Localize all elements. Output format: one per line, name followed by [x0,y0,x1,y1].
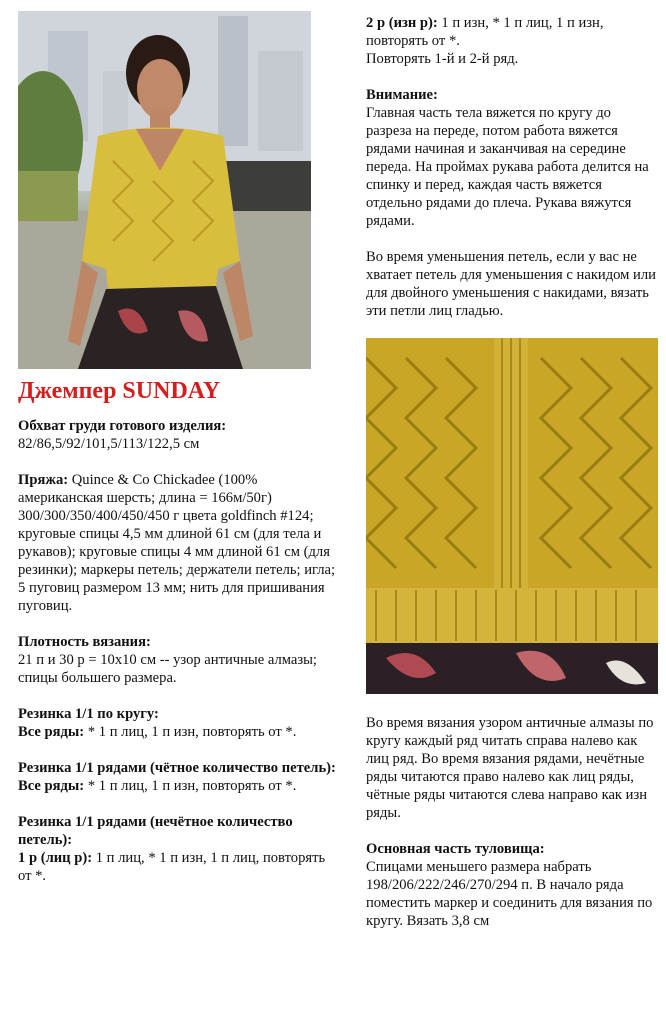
rib-round-label: Резинка 1/1 по кругу: [18,706,159,722]
repeat-text: Повторять 1-й и 2-й ряд. [366,51,519,67]
chest-section [18,417,340,453]
gauge-section [18,633,340,687]
yarn-label: Пряжа: [18,472,69,488]
rib-even-rows-text: * 1 п лиц, 1 п изн, повторять от *. [87,778,297,794]
pattern-section [366,714,658,822]
body-label: Основная часть туловища: [366,841,545,857]
attention-text: Главная часть тела вяжется по кругу до разреза на переде, потом работа вяжется рядами начиная и заканчивая на середине переда. На проймах рукава работа делится на спинку и перед, каждая часть вяжется отдельно рядами до плеча. Рукава вяжутся рядами. [366,105,649,229]
decrease-text: Во время уменьшения петель, если у вас не хватает петель для уменьшения с накидом или для двойного уменьшения с накидами, вязать эти петли лиц гладью. [366,249,656,319]
left-column [18,0,340,903]
yarn-text: Quince & Co Chickadee (100% американская шерсть; длина = 166м/50г) 300/300/350/400/450/450 г цвета goldfinch #124; круговые спицы 4,5 мм длиной 61 см (для тела и рукавов); круговые спицы 4 мм длиной 61 см (для резинки); маркеры петель; держатели петель; игла; 5 пуговиц размером 13 мм; нить для пришивания пуговиц. [18,472,336,614]
body-section [366,840,658,930]
chest-label: Обхват груди готового изделия: [18,418,227,434]
right-column [366,0,658,948]
rib-round-rows-text: * 1 п лиц, 1 п изн, повторять от *. [87,724,297,740]
rib-even-rows-label: Все ряды: [18,778,85,794]
decrease-section [366,248,658,320]
row2-text: 1 п изн, * 1 п лиц, 1 п изн, повторять от *. [366,15,604,49]
chest-value: 82/86,5/92/101,5/113/122,5 см [18,436,200,452]
body-text: Спицами меньшего размера набрать 198/206/222/246/270/294 п. В начало ряда поместить маркер и соединить для вязания по кругу. Вязать 3,8 см [366,859,653,929]
attention-section [366,86,658,230]
model-photo [18,11,311,369]
gauge-label: Плотность вязания: [18,634,151,650]
rib-odd-row1-text: 1 п лиц, * 1 п изн, 1 п лиц, повторять от *. [18,850,326,884]
rib-even-label: Резинка 1/1 рядами (чётное количество петель): [18,760,336,776]
gauge-text: 21 п и 30 р = 10х10 см -- узор античные алмазы; спицы большего размера. [18,652,317,686]
closeup-photo [366,338,658,694]
pattern-text: Во время вязания узором античные алмазы по кругу каждый ряд читать справа налево как лиц ряд. Во время вязания рядами, нечётные ряды читаются право налево как лиц ряды, чётные ряды читаются слева направо как изн ряды. [366,715,654,821]
rib-round-rows-label: Все ряды: [18,724,85,740]
closeup-photo-illustration [366,338,658,694]
rib-even-section [18,759,340,795]
rib-round-section [18,705,340,741]
rib-odd-section [18,813,340,885]
yarn-section [18,471,340,615]
rib-odd-row1-label: 1 р (лиц р): [18,850,93,866]
row2-section [366,14,658,68]
rib-odd-label: Резинка 1/1 рядами (нечётное количество петель): [18,814,293,848]
pattern-title: Джемпер SUNDAY [18,378,221,404]
attention-label: Внимание: [366,87,438,103]
model-photo-illustration [18,11,311,369]
row2-label: 2 р (изн р): [366,15,438,31]
